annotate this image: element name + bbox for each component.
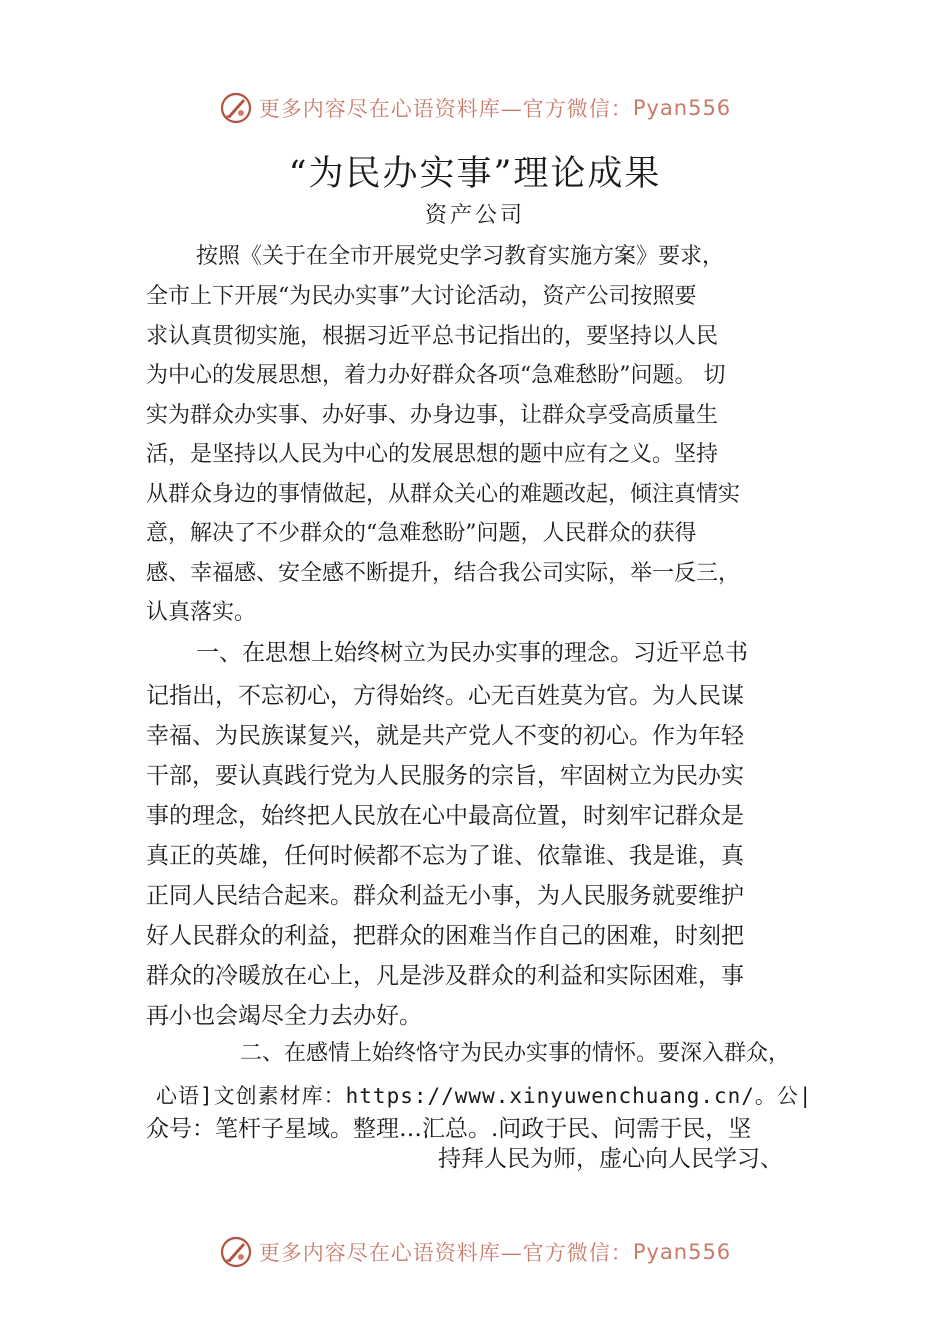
body-line: 从群众身边的事情做起，从群众关心的难题改起，倾注真情实 (146, 482, 741, 507)
footer-watermark-banner (0, 1232, 950, 1272)
body-line: 干部，要认真践行党为人民服务的宗旨，牢固树立为民办实 (146, 763, 744, 789)
body-line: 实为群众办实事、办好事、办身边事，让群众享受高质量生 (146, 403, 719, 428)
section-heading-line: 二、在感情上始终恪守为民办实事的情怀。要深入群众， (240, 1041, 791, 1066)
banner-wechat-handle: Pyan556 (632, 96, 732, 120)
body-line: 认真落实。 (146, 600, 257, 625)
banner-wechat-handle: Pyan556 (632, 1240, 732, 1264)
banner-text: 更多内容尽在心语资料库—官方微信： (258, 97, 633, 121)
body-line: 按照《关于在全市开展党史学习教育实施方案》要求， (196, 244, 725, 269)
body-line: 感、幸福感、安全感不断提升，结合我公司实际，举一反三， (146, 561, 741, 586)
banner-text: 更多内容尽在心语资料库—官方微信： (258, 1241, 633, 1265)
body-line: 意，解决了不少群众的“急难愁盼”问题，人民群众的获得 (146, 521, 697, 546)
body-line: 群众的冷暖放在心上，凡是涉及群众的利益和实际困难，事 (146, 963, 744, 989)
body-line: 持拜人民为师，虚心向人民学习、 (438, 1146, 783, 1172)
document-title: “为民办实事”理论成果 (288, 154, 662, 194)
body-line: 真正的英雄，任何时候都不忘为了谁、依靠谁、我是谁，真 (146, 843, 744, 869)
inserted-watermark-line: 心语]文创素材库：https://www.xinyuwenchuang.cn/。公| (156, 1084, 813, 1108)
body-line: 众号：笔杆子星域。整理…汇总。.问政于民、问需于民，坚 (146, 1116, 752, 1142)
body-line: 事的理念，始终把人民放在心中最高位置，时刻牢记群众是 (146, 803, 744, 829)
body-line: 全市上下开展“为民办实事”大讨论活动，资产公司按照要 (146, 284, 697, 309)
body-line: 记指出，不忘初心，方得始终。心无百姓莫为官。为人民谋 (146, 683, 744, 709)
body-line: 求认真贯彻实施，根据习近平总书记指出的，要坚持以人民 (146, 324, 719, 349)
body-line: 为中心的发展思想，着力办好群众各项“急难愁盼”问题。 切 (146, 363, 726, 388)
body-line: 活，是坚持以人民为中心的发展思想的题中应有之义。坚持 (146, 442, 719, 467)
body-line: 好人民群众的利益，把群众的困难当作自己的困难，时刻把 (146, 923, 744, 949)
header-watermark-banner (0, 88, 950, 128)
quill-seal-logo-icon (219, 91, 253, 125)
section-heading-line: 一、在思想上始终树立为民办实事的理念。习近平总书 (196, 640, 748, 666)
body-line: 正同人民结合起来。群众利益无小事，为人民服务就要维护 (146, 883, 744, 909)
body-line: 幸福、为民族谋复兴，就是共产党人不变的初心。作为年轻 (146, 723, 744, 749)
document-organization: 资产公司 (424, 203, 525, 228)
body-line: 再小也会竭尽全力去办好。 (146, 1003, 422, 1029)
quill-seal-logo-icon (219, 1235, 253, 1269)
